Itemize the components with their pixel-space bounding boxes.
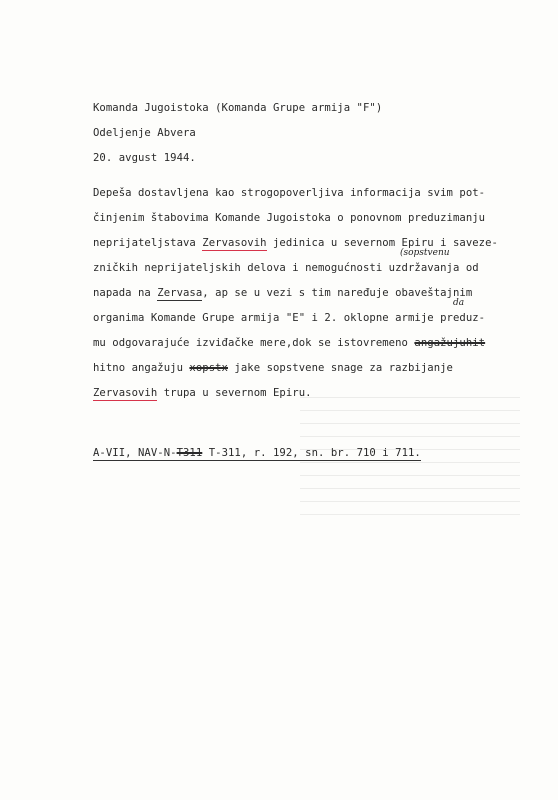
body-line-5: napada na Zervasa, ap se u vezi s tim naređuje obaveštajnim [93, 287, 473, 299]
underlined-name: Zervasovih [93, 387, 158, 399]
bleed-through [300, 385, 520, 525]
header-department: Odeljenje Abvera [93, 127, 196, 139]
body-line-8: hitno angažuju xopstx jake sopstvene snage za razbijanje [93, 362, 453, 374]
handwritten-note: (sopstvenu [400, 248, 450, 258]
underlined-name: Zervasa [157, 287, 203, 299]
body-line-1: Depeša dostavljena kao strogopoverljiva informacija svim pot- [93, 187, 486, 199]
header-command: Komanda Jugoistoka (Komanda Grupe armija "F") [93, 102, 383, 114]
body-line-6: organima Komande Grupe armija "E" i 2. oklopne armije preduz- [93, 312, 486, 324]
struck-text: xopstx [189, 362, 228, 374]
body-line-7: mu odgovarajuće izviđačke mere,dok se istovremeno angažujuhit [93, 337, 486, 349]
archive-reference: A-VII, NAV-N-T311 T-311, r. 192, sn. br. 710 i 711. [93, 447, 421, 459]
body-line-4: zničkih neprijateljskih delova i nemogućnosti uzdržavanja od [93, 262, 479, 274]
underlined-name: Zervasovih [202, 237, 267, 249]
body-line-3: neprijateljstava Zervasovih jedinica u severnom Epiru i saveze- [93, 237, 498, 249]
body-line-2: činjenim štabovima Komande Jugoistoka o ponovnom preduzimanju [93, 212, 486, 224]
body-line-9: Zervasovih trupa u severnom Epiru. [93, 387, 312, 399]
header-date: 20. avgust 1944. [93, 152, 196, 164]
handwritten-note: da [453, 298, 465, 308]
struck-text: angažujuhit [414, 337, 486, 349]
